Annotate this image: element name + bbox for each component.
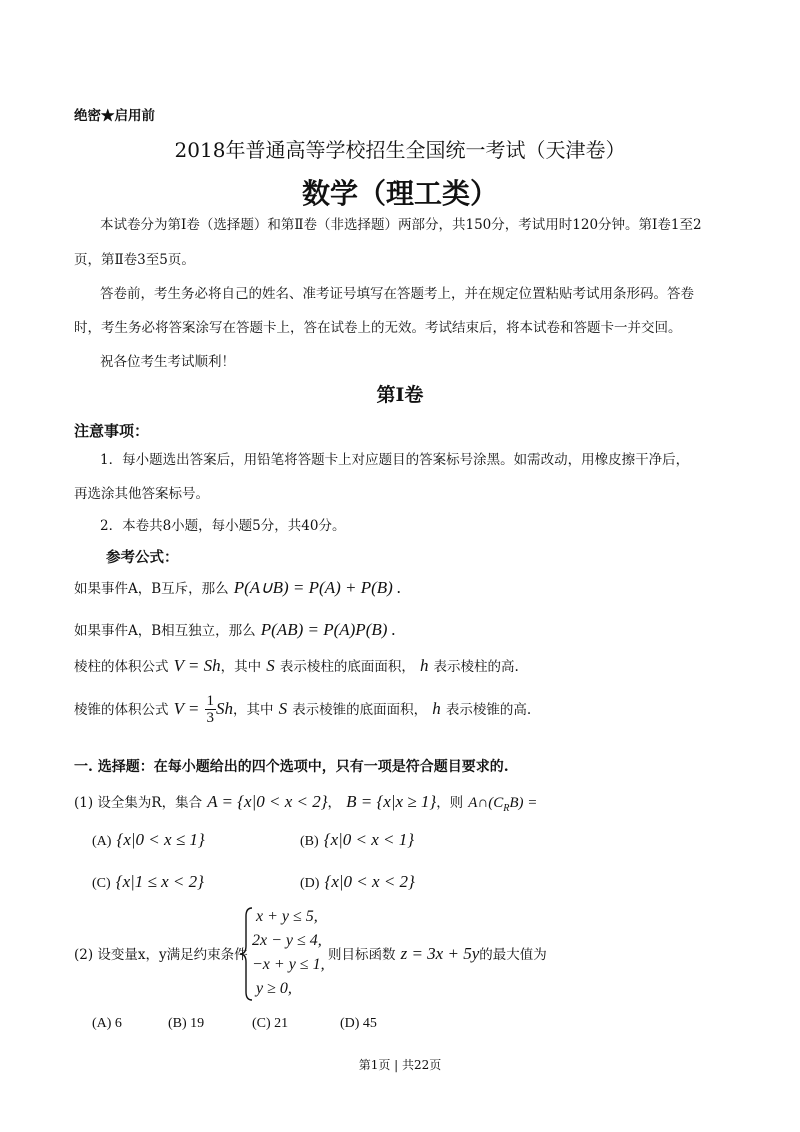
q1-expr-end: B) = <box>509 795 538 811</box>
q1-stem-a: (1) 设全集为R，集合 <box>74 795 203 811</box>
formula-pyramid-fraction <box>205 693 217 726</box>
formula-prism-h: h <box>419 656 429 675</box>
formula-pyramid-Sh: Sh <box>216 699 233 718</box>
notice-2: 2．本卷共8小题，每小题5分，共40分。 <box>100 518 346 534</box>
q1-option-b-value: {x|0 < x < 1} <box>323 830 415 849</box>
formula-independent-text: 如果事件A，B相互独立，那么 <box>74 623 256 639</box>
part1-heading: 一. 选择题：在每小题给出的四个选项中，只有一项是符合题目要求的. <box>74 759 509 775</box>
formula-exclusive-text: 如果事件A，B互斥，那么 <box>74 581 229 597</box>
q2-option-a[interactable]: (A) 6 <box>92 1016 122 1031</box>
intro-line-4: 时，考生务必将答案涂写在答题卡上，答在试卷上的无效。考试结束后，将本试卷和答题卡一并交回。 <box>74 320 682 336</box>
formula-pyramid-text-d: 表示棱锥的高. <box>445 702 532 718</box>
q1-option-a-value: {x|0 < x ≤ 1} <box>116 830 205 849</box>
formula-prism-S: S <box>266 656 275 675</box>
formula-prism-text-a: 棱柱的体积公式 <box>74 659 169 675</box>
q1-option-b[interactable] <box>300 830 414 850</box>
q2-brace <box>238 906 256 1002</box>
q2-constraint-4: y ≥ 0, <box>256 980 292 997</box>
formula-exclusive <box>74 578 401 599</box>
q1-option-b-label: (B) <box>300 834 319 849</box>
notice-heading: 注意事项： <box>74 422 150 440</box>
q1-option-d[interactable] <box>300 872 415 892</box>
q2-stem-c: 的最大值为 <box>479 947 547 963</box>
formula-prism-math: V = Sh <box>173 656 221 675</box>
formula-pyramid <box>74 693 531 726</box>
formula-pyramid-text-a: 棱锥的体积公式 <box>74 702 169 718</box>
formula-prism-text-d: 表示棱柱的高. <box>433 659 519 675</box>
q1-option-c-value: {x|1 ≤ x < 2} <box>115 872 204 891</box>
intro-line-2: 页，第Ⅱ卷3至5页。 <box>74 252 195 268</box>
q1-option-c[interactable] <box>92 872 204 892</box>
page-footer: 第1页 | 共22页 <box>358 1058 442 1072</box>
formula-prism-text-c: 表示棱柱的底面面积， <box>279 659 415 675</box>
intro-line-5: 祝各位考生考试顺利！ <box>100 354 235 370</box>
q1-set-A: A = {x|0 < x < 2} <box>207 792 328 811</box>
q2-stem-b <box>328 944 547 965</box>
notice-1-line-1: 1．每小题选出答案后，用铅笔将答题卡上对应题目的答案标号涂黑。如需改动，用橡皮擦干净后， <box>100 452 690 468</box>
q2-objective: z = 3x + 5y <box>400 944 480 963</box>
q2-stem-b-text: 则目标函数 <box>328 947 396 963</box>
formula-heading: 参考公式： <box>106 549 179 566</box>
q2-option-d[interactable]: (D) 45 <box>340 1016 377 1031</box>
confidential-label: 绝密★启用前 <box>74 108 155 124</box>
q2-stem-a: (2) 设变量x，y满足约束条件 <box>74 947 248 963</box>
fraction-numerator: 1 <box>206 693 214 709</box>
formula-prism <box>74 656 519 677</box>
notice-1-line-2: 再选涂其他答案标号。 <box>74 486 209 502</box>
q1-option-a[interactable] <box>92 830 205 850</box>
intro-line-1: 本试卷分为第I卷（选择题）和第Ⅱ卷（非选择题）两部分，共150分，考试用时120分钟。第I卷1至2 <box>100 217 702 233</box>
q2-option-c[interactable]: (C) 21 <box>252 1016 289 1031</box>
q1-option-d-label: (D) <box>300 876 320 891</box>
formula-pyramid-S: S <box>278 699 288 718</box>
fraction-denominator: 3 <box>206 710 214 726</box>
q2-constraint-2: 2x − y ≤ 4, <box>252 932 322 949</box>
exam-title: 2018年普通高等学校招生全国统一考试（天津卷） <box>174 138 626 162</box>
q1-stem-b: ， <box>327 795 342 811</box>
q1-option-d-value: {x|0 < x < 2} <box>324 872 415 891</box>
q1-option-c-label: (C) <box>92 876 111 891</box>
q2-constraint-1: x + y ≤ 5, <box>256 908 318 925</box>
section-title: 第I卷 <box>376 384 424 406</box>
formula-exclusive-math: P(A∪B) = P(A) + P(B) . <box>233 578 402 597</box>
formula-independent <box>74 620 396 641</box>
q2-option-b[interactable]: (B) 19 <box>168 1016 205 1031</box>
q1-option-a-label: (A) <box>92 834 112 849</box>
formula-pyramid-V: V = <box>173 699 200 718</box>
question-1-stem <box>74 792 537 814</box>
formula-independent-math: P(AB) = P(A)P(B) . <box>260 620 396 639</box>
q1-expr: A∩(C <box>468 795 504 811</box>
formula-prism-text-b: ，其中 <box>220 659 262 675</box>
q2-constraint-3: −x + y ≤ 1, <box>252 956 325 973</box>
q1-expr-sub: R <box>503 803 510 815</box>
subject-title: 数学（理工类） <box>301 177 498 210</box>
formula-pyramid-h: h <box>432 699 441 718</box>
formula-pyramid-text-b: ，其中 <box>233 702 274 718</box>
q1-set-B: B = {x|x ≥ 1} <box>346 792 437 811</box>
q1-stem-c: ，则 <box>436 795 464 811</box>
formula-pyramid-text-c: 表示棱锥的底面面积， <box>292 702 428 718</box>
intro-line-3: 答卷前，考生务必将自己的姓名、准考证号填写在答题考上，并在规定位置粘贴考试用条形码。答卷 <box>100 286 694 302</box>
